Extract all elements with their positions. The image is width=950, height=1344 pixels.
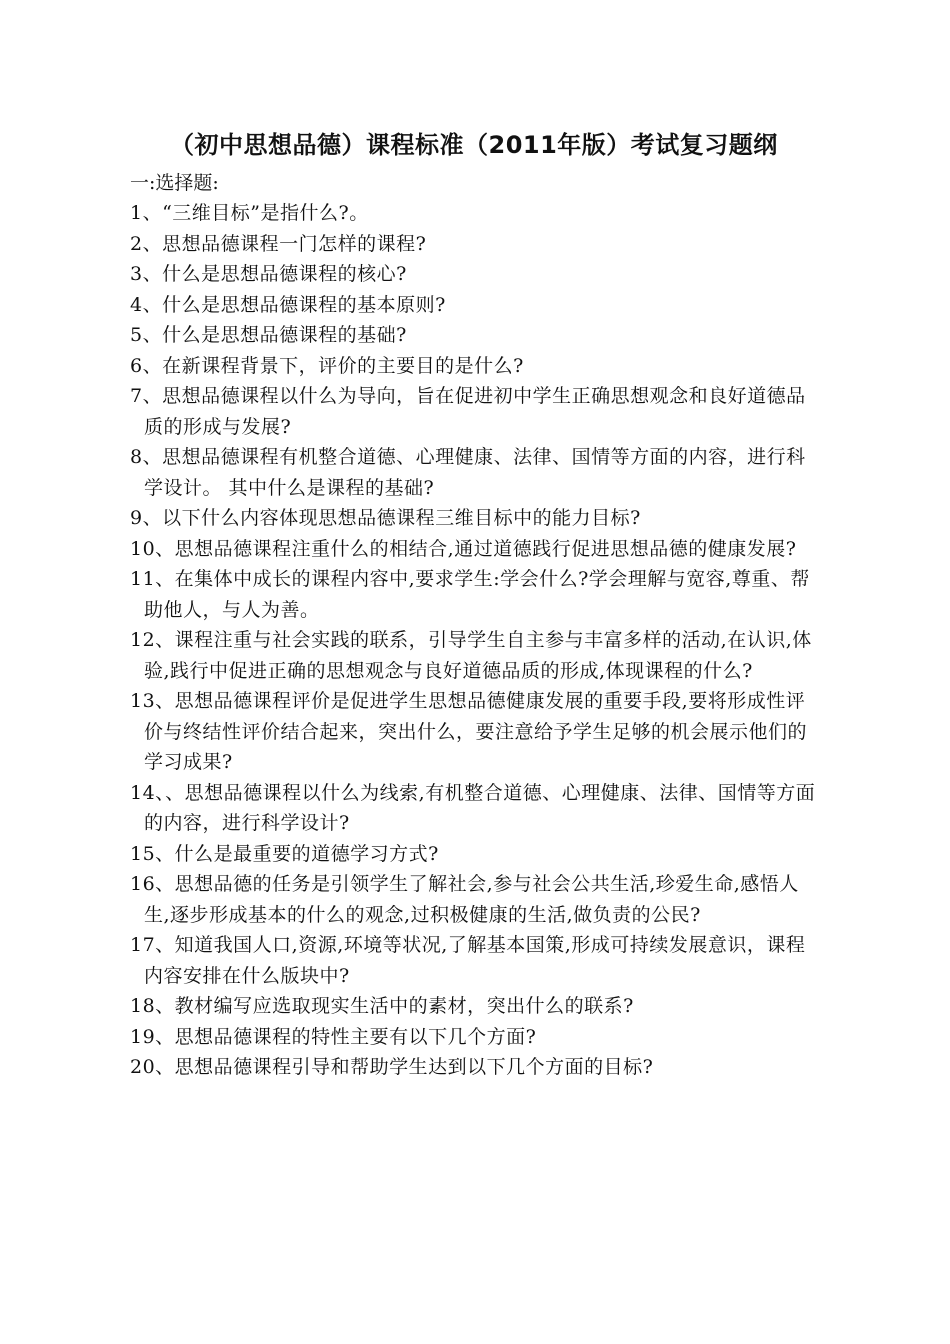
question-item: 17、知道我国人口,资源,环境等状况,了解基本国策,形成可持续发展意识，课程内容安排在什么版块中? [130, 934, 806, 987]
question-item: 6、在新课程背景下，评价的主要目的是什么? [130, 354, 524, 377]
document-title: （初中思想品德）课程标准（2011年版）考试复习题纲 [170, 131, 778, 159]
question-item: 9、以下什么内容体现思想品德课程三维目标中的能力目标? [130, 507, 641, 529]
question-item: 16、思想品德的任务是引领学生了解社会,参与社会公共生活,珍爱生命,感悟人生,逐步形成基本的什么的观念,过积极健康的生活,做负责的公民? [130, 873, 799, 926]
question-item: 14、、思想品德课程以什么为线索,有机整合道德、心理健康、法律、国情等方面的内容，进行科学设计? [130, 781, 816, 834]
question-item: 1、“三维目标”是指什么?。 [130, 202, 369, 224]
question-item: 7、思想品德课程以什么为导向，旨在促进初中学生正确思想观念和良好道德品质的形成与发展? [130, 385, 806, 438]
question-item: 20、思想品德课程引导和帮助学生达到以下几个方面的目标? [130, 1056, 654, 1078]
question-item: 4、什么是思想品德课程的基本原则? [130, 293, 446, 316]
question-item: 5、什么是思想品德课程的基础? [130, 324, 407, 346]
question-item: 13、思想品德课程评价是促进学生思想品德健康发展的重要手段,要将形成性评价与终结性评价结合起来，突出什么，要注意给予学生足够的机会展示他们的学习成果? [130, 690, 808, 773]
question-item: 15、什么是最重要的道德学习方式? [130, 842, 439, 865]
question-item: 3、什么是思想品德课程的核心? [130, 263, 407, 285]
question-item: 2、思想品德课程一门怎样的课程? [130, 232, 427, 255]
question-item: 12、课程注重与社会实践的联系，引导学生自主参与丰富多样的活动,在认识,体验,践行中促进正确的思想观念与良好道德品质的形成,体现课程的什么? [130, 629, 812, 682]
question-item: 10、思想品德课程注重什么的相结合,通过道德践行促进思想品德的健康发展? [130, 537, 797, 560]
question-item: 19、思想品德课程的特性主要有以下几个方面? [130, 1025, 537, 1048]
question-item: 18、教材编写应选取现实生活中的素材，突出什么的联系? [130, 995, 634, 1017]
question-list [130, 198, 820, 1083]
question-item: 11、在集体中成长的课程内容中,要求学生:学会什么?学会理解与宽容,尊重、帮助他人，与人为善。 [130, 568, 810, 621]
section-heading: 一:选择题: [130, 172, 219, 194]
question-item: 8、思想品德课程有机整合道德、心理健康、法律、国情等方面的内容，进行科学设计。 其中什么是课程的基础? [130, 446, 806, 499]
